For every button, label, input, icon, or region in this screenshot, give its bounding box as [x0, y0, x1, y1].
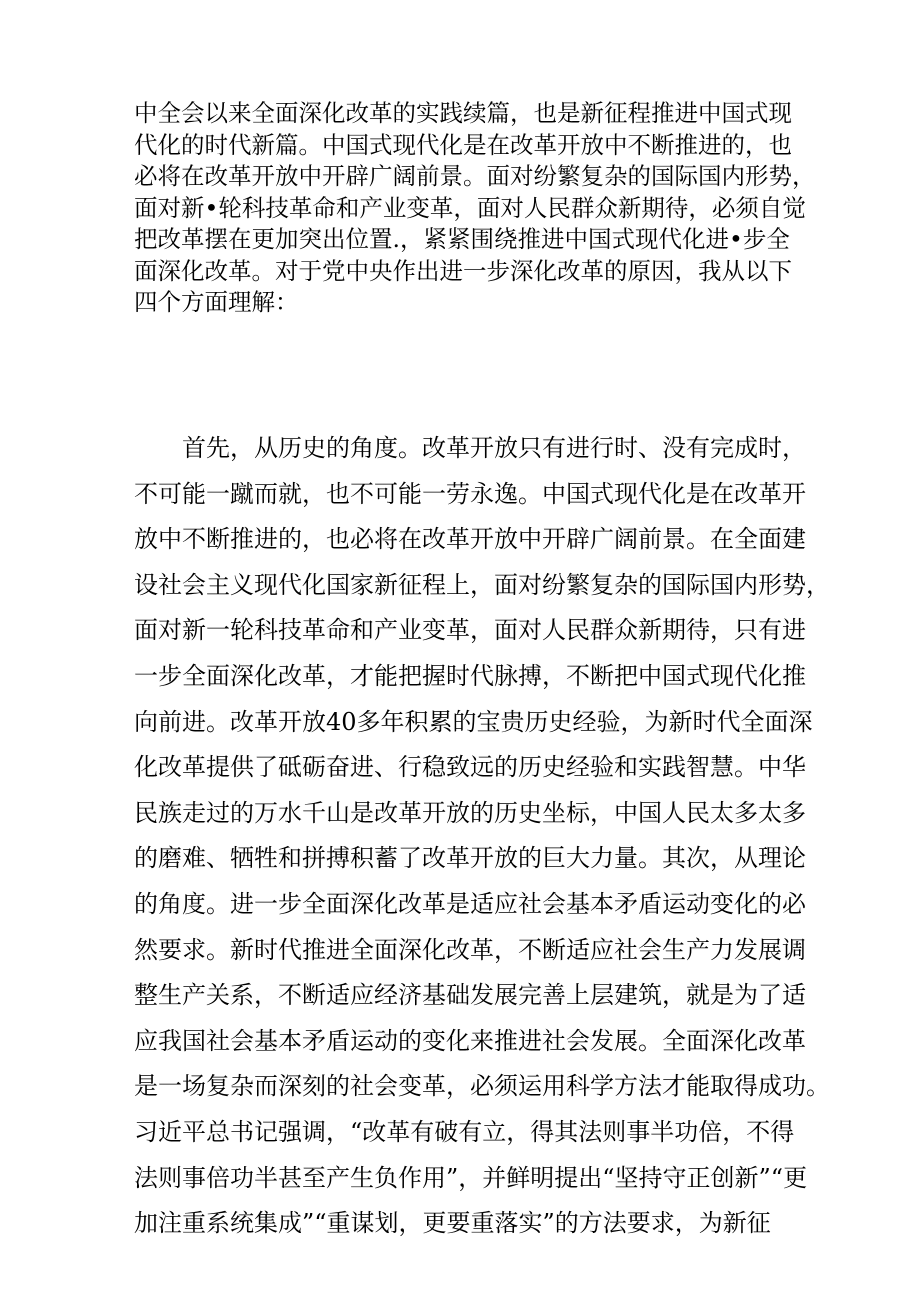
text-line: 法则事倍功半甚至产生负作用”，并鲜明提出“坚持守正创新”“更 [134, 1163, 808, 1192]
text-line: 向前进。改革开放40多年积累的宝贵历史经验，为新时代全面深 [134, 707, 813, 736]
text-line: 面对新一轮科技革命和产业变革，面对人民群众新期待，只有进 [134, 616, 806, 645]
text-line: 加注重系统集成”“重谋划，更要重落实”的方法要求，为新征 [134, 1209, 771, 1238]
text-line: 必将在改革开放中开辟广阔前景。面对纷繁复杂的国际国内形势， [134, 162, 816, 190]
text-line: 设社会主义现代化国家新征程上，面对纷繁复杂的国际国内形势， [134, 570, 830, 599]
text-line: 的角度。进一步全面深化改革是适应社会基本矛盾运动变化的必 [134, 889, 806, 918]
text-line: 一步全面深化改革，才能把握时代脉搏，不断把中国式现代化推 [134, 661, 806, 690]
text-line: 化改革提供了砥砺奋进、行稳致远的历史经验和实践智慧。中华 [134, 753, 806, 782]
text-line: 放中不断推进的，也必将在改革开放中开辟广阔前景。在全面建 [134, 525, 806, 554]
paragraph-continuation [134, 98, 816, 319]
paragraph-history-theory [134, 426, 830, 1247]
text-line: 习近平总书记强调，“改革有破有立，得其法则事半功倍，不得 [134, 1117, 795, 1146]
text-line: 应我国社会基本矛盾运动的变化来推进社会发展。全面深化改革 [134, 1026, 806, 1055]
text-line: 面对新•轮科技革命和产业变革，面对人民群众新期待，必须自觉 [134, 193, 806, 222]
text-line: 代化的时代新篇。中国式现代化是在改革开放中不断推进的，也 [134, 130, 792, 159]
text-line-first: 首先，从历史的角度。改革开放只有进行时、没有完成时， [182, 434, 806, 462]
text-line: 不可能一蹴而就，也不可能一劳永逸。中国式现代化是在改革开 [134, 479, 806, 508]
text-line: 四个方面理解： [134, 288, 299, 316]
text-line: 面深化改革。对于党中央作出进一步深化改革的原因，我从以下 [134, 256, 792, 285]
text-line: 的磨难、牺牲和拼搏积蓄了改革开放的巨大力量。其次，从理论 [134, 844, 806, 873]
text-line: 中全会以来全面深化改革的实践续篇，也是新征程推进中国式现 [134, 99, 792, 127]
text-line: 然要求。新时代推进全面深化改革，不断适应社会生产力发展调 [134, 935, 806, 964]
text-line: 是一场复杂而深刻的社会变革，必须运用科学方法才能取得成功。 [134, 1072, 830, 1101]
text-line: 把改革摆在更加突出位置.，紧紧围绕推进中国式现代化进•步全 [134, 225, 790, 253]
text-line: 民族走过的万水千山是改革开放的历史坐标，中国人民太多太多 [134, 798, 806, 827]
text-line: 整生产关系，不断适应经济基础发展完善上层建筑，就是为了适 [134, 981, 806, 1010]
